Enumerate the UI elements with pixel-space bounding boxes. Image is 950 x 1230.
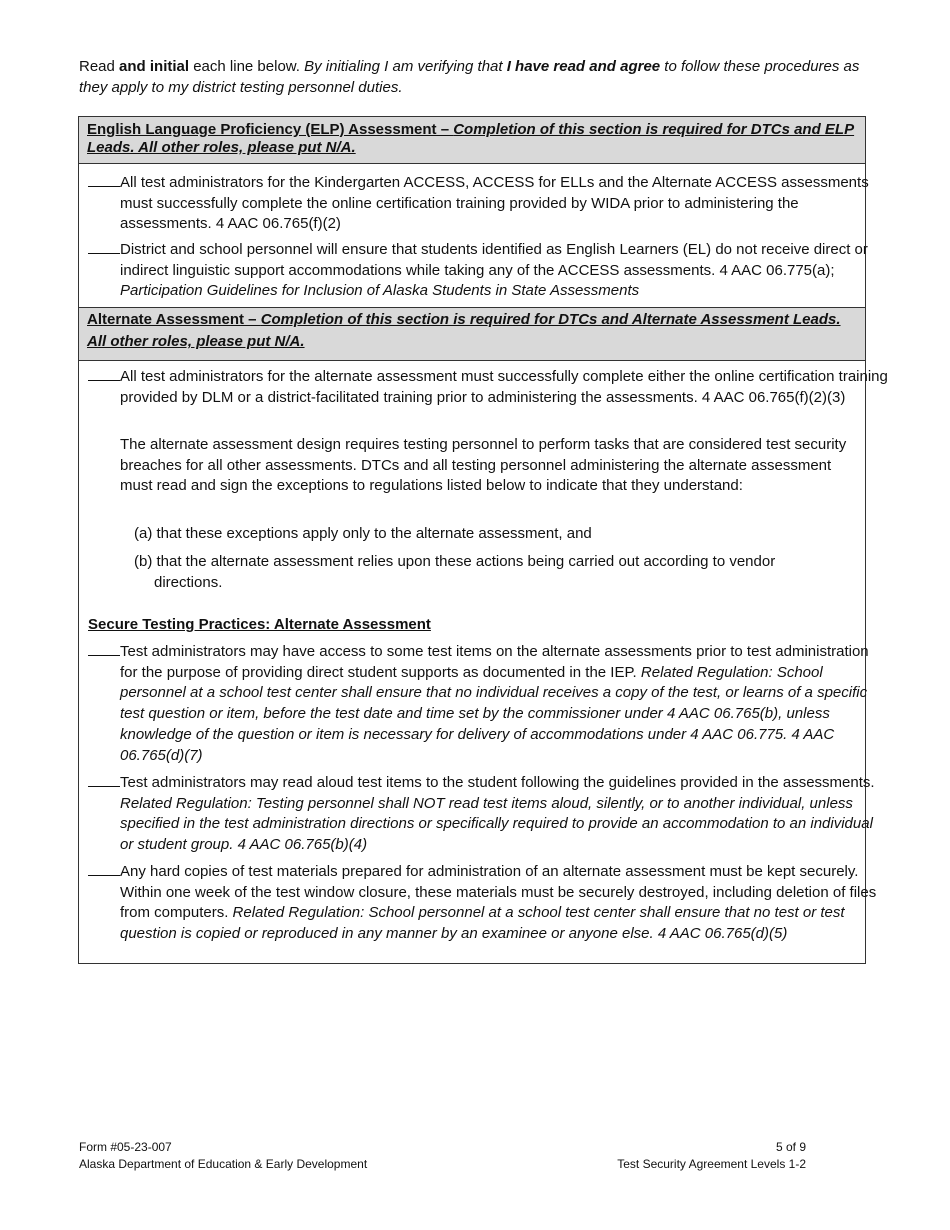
intro-and-initial: and initial [119,58,190,75]
secure-item-2-text: Test administrators may read aloud test items to the student following the guidelines provided in the assessments. [120,774,875,791]
agreement-table [78,116,888,964]
footer-right [617,1139,806,1173]
alt-exceptions-paragraph: The alternate assessment design requires testing personnel to perform tasks that are considered test security breaches for all other assessments. DTCs and all testing personnel administering the alternate assessment must read and sign the exceptions to regulations listed below to indicate that they understand: [120,436,847,495]
alt-section-heading [79,307,865,361]
footer-form-number: Form #05-23-007 [79,1140,172,1154]
elp-item-linguistic-support [88,239,890,302]
secure-item-3-text: Any hard copies of test materials prepared for administration of an alternate assessment must be kept securely. Within one week of the test window closure, these materials must be securely destroyed, including deletion of files from computers. [120,863,877,922]
alt-exception-a: (a) that these exceptions apply only to the alternate assessment, and [134,525,592,542]
elp-heading-note: Completion of this section is required for DTCs and ELP Leads. All other roles, please put N/A. [87,121,855,156]
initial-blank[interactable] [88,861,120,876]
secure-item-read-aloud [88,772,890,856]
secure-item-hard-copies [88,861,890,945]
alt-heading-title: Alternate Assessment – [87,311,261,328]
elp-item-certification [88,172,890,235]
alt-item-certification [88,366,890,408]
elp-item-1-text: All test administrators for the Kindergarten ACCESS, ACCESS for ELLs and the Alternate ACCESS assessments must successfully complete the online certification training provided by WIDA prior to administering the assessments. 4 AAC 06.765(f)(2) [120,174,869,233]
initial-blank[interactable] [88,239,120,254]
intro-by-initialing: By initialing I am verifying that [304,58,507,75]
intro-each-line: each line below. [189,58,305,75]
footer-page-number: 5 of 9 [775,1140,806,1154]
elp-item-2-italic: Participation Guidelines for Inclusion of Alaska Students in State Assessments [120,282,640,300]
footer-left [79,1139,367,1173]
alt-exception-b: (b) that the alternate assessment relies upon these actions being carried out according to vendor directions. [134,553,776,591]
footer-document-title: Test Security Agreement Levels 1-2 [617,1157,806,1171]
initial-blank[interactable] [88,772,120,787]
secure-item-3-italic: Related Regulation: School personnel at a school test center shall ensure that no test or test question is copied or reproduced in any manner by an examinee or anyone else. 4 AAC 06.765(d)(5) [120,904,845,943]
initial-blank[interactable] [88,366,120,381]
secure-item-access [88,641,890,766]
alt-item-1-text: All test administrators for the alternate assessment must successfully complete either the online certification training provided by DLM or a district-facilitated training prior to administering the assessments. 4 AAC 06.765(f)(2)(3) [120,368,888,406]
intro-have-read: I have read and agree [506,58,661,75]
secure-item-2-italic: Related Regulation: Testing personnel shall NOT read test items aloud, silently, or to another individual, unless specified in the test administration directions or specifically required to provide an accommodation to an individual or student group. 4 AAC 06.765(b)(4) [120,794,873,854]
intro-read: Read [79,58,120,75]
elp-heading-title: English Language Proficiency (ELP) Assessment – [87,121,454,138]
elp-item-2-text: District and school personnel will ensure that students identified as English Learners (EL) do not receive direct or indirect linguistic support accommodations while taking any of the ACCESS assessments. 4 AAC 06.775(a); [120,241,868,279]
elp-section-heading [79,117,865,164]
intro-instructions [79,56,879,98]
alt-heading-note: Completion of this section is required for DTCs and Alternate Assessment Leads. All other roles, please put N/A. [87,311,841,350]
secure-item-1-italic: Related Regulation: School personnel at a school test center shall ensure that no individual receives a copy of the test, or learns of a specific test question or item, before the test date and time set by the commissioner under 4 AAC 06.765(b), unless knowledge of the question or item is necessary for delivery of accommodations under 4 AAC 06.775. 4 AAC 06.765(d)(7) [120,663,868,764]
initial-blank[interactable] [88,641,120,656]
footer-department: Alaska Department of Education & Early Development [79,1157,368,1171]
secure-practices-heading: Secure Testing Practices: Alternate Assessment [88,616,431,633]
secure-item-1-text: Test administrators may have access to some test items on the alternate assessments prior to test administration for the purpose of providing direct student supports as documented in the IEP. [120,643,869,681]
initial-blank[interactable] [88,172,120,187]
intro-to-follow: to follow these procedures as they apply to my district testing personnel duties. [79,58,860,96]
